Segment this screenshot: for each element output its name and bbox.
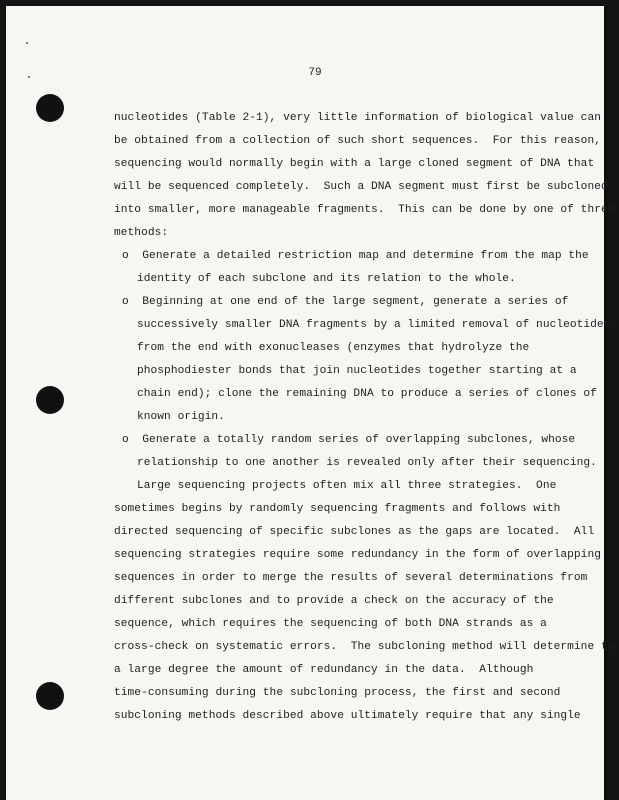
text-line: nucleotides (Table 2-1), very little information of biological value can (114, 112, 601, 124)
text-line: phosphodiester bonds that join nucleotides together starting at a (137, 365, 577, 377)
text-line: cross-check on systematic errors. The subcloning method will determine to (114, 641, 615, 653)
text-line: Large sequencing projects often mix all three strategies. One (137, 480, 557, 492)
text-line: methods: (114, 227, 169, 239)
bullet-line: o Generate a totally random series of overlapping subclones, whose (122, 434, 576, 446)
text-line: subcloning methods described above ultimately require that any single (114, 710, 581, 722)
text-line: successively smaller DNA fragments by a limited removal of nucleotides (137, 319, 611, 331)
bullet-line: o Generate a detailed restriction map and determine from the map the (122, 250, 589, 262)
document-page (6, 6, 615, 800)
paper-speck (26, 42, 28, 44)
text-line: into smaller, more manageable fragments. This can be done by one of three (114, 204, 615, 216)
text-line: known origin. (137, 411, 225, 423)
punch-hole-bottom (36, 682, 64, 710)
text-line: time-consuming during the subcloning process, the first and second (114, 687, 561, 699)
text-line: will be sequenced completely. Such a DNA segment must first be subcloned (114, 181, 608, 193)
punch-hole-middle (36, 386, 64, 414)
text-line: from the end with exonucleases (enzymes that hydrolyze the (137, 342, 530, 354)
text-line: a large degree the amount of redundancy in the data. Although (114, 664, 534, 676)
text-line: chain end); clone the remaining DNA to produce a series of clones of (137, 388, 597, 400)
text-line: identity of each subclone and its relation to the whole. (137, 273, 516, 285)
text-line: relationship to one another is revealed only after their sequencing. (137, 457, 597, 469)
text-line: be obtained from a collection of such short sequences. For this reason, (114, 135, 601, 147)
text-line: directed sequencing of specific subclones as the gaps are located. All (114, 526, 595, 538)
page-number: 79 (308, 67, 322, 79)
text-line: different subclones and to provide a check on the accuracy of the (114, 595, 554, 607)
bullet-line: o Beginning at one end of the large segment, generate a series of (122, 296, 569, 308)
text-line: sequencing strategies require some redundancy in the form of overlapping (114, 549, 601, 561)
text-line: sometimes begins by randomly sequencing fragments and follows with (114, 503, 561, 515)
text-line: sequences in order to merge the results of several determinations from (114, 572, 588, 584)
text-line: sequencing would normally begin with a large cloned segment of DNA that (114, 158, 595, 170)
text-line: sequence, which requires the sequencing of both DNA strands as a (114, 618, 547, 630)
punch-hole-top (36, 94, 64, 122)
